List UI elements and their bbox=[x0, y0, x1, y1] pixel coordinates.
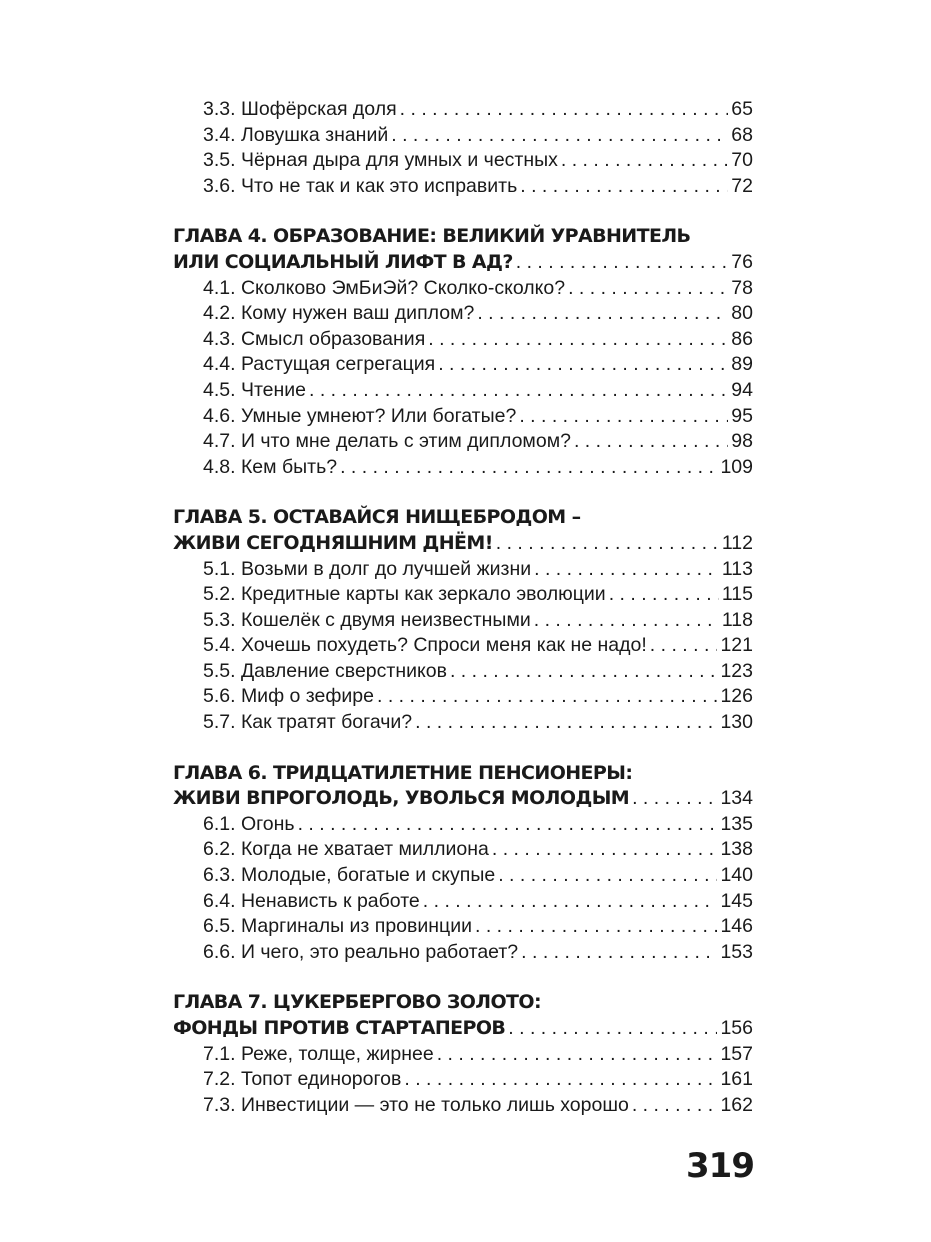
toc-entry-page: 156 bbox=[720, 1017, 753, 1039]
toc-entry-page: 146 bbox=[720, 915, 753, 938]
toc-entry bbox=[173, 914, 753, 940]
dot-leader bbox=[437, 1042, 718, 1068]
dot-leader bbox=[516, 250, 729, 276]
toc-entry-title: 4.6. Умные умнеют? Или богатые? bbox=[203, 404, 517, 427]
toc-entry bbox=[173, 582, 753, 608]
toc-entry-page: 72 bbox=[731, 174, 753, 197]
toc-entry bbox=[173, 123, 753, 149]
dot-leader bbox=[498, 863, 717, 889]
toc-entry-title: 7.3. Инвестиции — это не только лишь хорошо bbox=[203, 1093, 629, 1116]
toc-entry bbox=[173, 1093, 753, 1119]
toc-entry-title: 3.4. Ловушка знаний bbox=[203, 123, 389, 146]
chapter-heading-row bbox=[173, 1016, 753, 1042]
toc-entry-page: 95 bbox=[731, 404, 753, 427]
chapter-heading: ГЛАВА 6. ТРИДЦАТИЛЕТНИЕ ПЕНСИОНЕРЫ: bbox=[173, 761, 633, 784]
dot-leader bbox=[508, 1016, 717, 1042]
dot-leader bbox=[534, 557, 719, 583]
toc-entry-page: 98 bbox=[731, 430, 753, 453]
toc-entry-title: 4.8. Кем быть? bbox=[203, 455, 338, 478]
dot-leader bbox=[428, 327, 728, 353]
toc-entry-page: 138 bbox=[720, 838, 753, 861]
toc-entry-page: 135 bbox=[720, 812, 753, 835]
toc-entry-page: 134 bbox=[720, 787, 753, 810]
dot-leader bbox=[377, 684, 717, 710]
toc-entry-page: 162 bbox=[720, 1093, 753, 1116]
dot-leader bbox=[477, 301, 728, 327]
dot-leader bbox=[492, 837, 718, 863]
toc-entry-page: 115 bbox=[721, 583, 753, 606]
toc-entry-title: 4.5. Чтение bbox=[203, 378, 307, 401]
dot-leader bbox=[423, 889, 718, 915]
toc-entry-title: 6.2. Когда не хватает миллиона bbox=[203, 838, 489, 861]
toc-entry-title: 5.1. Возьми в долг до лучшей жизни bbox=[203, 557, 532, 580]
toc-entry-page: 78 bbox=[731, 276, 753, 299]
dot-leader bbox=[534, 608, 719, 634]
dot-leader bbox=[521, 940, 717, 966]
toc-entry bbox=[173, 684, 753, 710]
toc-entry-page: 112 bbox=[721, 531, 753, 554]
toc-entry-title: 5.6. Миф о зефире bbox=[203, 685, 374, 708]
dot-leader bbox=[568, 276, 728, 302]
toc-section bbox=[173, 505, 753, 735]
toc-entry-title: 5.5. Давление сверстников bbox=[203, 659, 447, 682]
dot-leader bbox=[415, 710, 717, 736]
toc-entry bbox=[173, 889, 753, 915]
toc-entry-title: 4.1. Сколково ЭмБиЭй? Сколко-сколко? bbox=[203, 276, 566, 299]
toc-entry-title: 7.1. Реже, толще, жирнее bbox=[203, 1042, 434, 1065]
dot-leader bbox=[561, 148, 728, 174]
toc-entry bbox=[173, 633, 753, 659]
toc-entry-page: 109 bbox=[720, 455, 753, 478]
toc-entry-title: 5.3. Кошелёк с двумя неизвестными bbox=[203, 608, 531, 631]
toc-section bbox=[173, 990, 753, 1118]
toc-entry-title: 6.5. Маргиналы из провинции bbox=[203, 915, 473, 938]
toc-entry-title: ИЛИ СОЦИАЛЬНЫЙ ЛИФТ В АД? bbox=[173, 250, 513, 273]
toc-entry-title: ЖИВИ ВПРОГОЛОДЬ, УВОЛЬСЯ МОЛОДЫМ bbox=[173, 787, 630, 810]
toc-entry-page: 123 bbox=[720, 659, 753, 682]
toc-entry-page: 89 bbox=[731, 353, 753, 376]
toc-entry bbox=[173, 1042, 753, 1068]
dot-leader bbox=[400, 97, 729, 123]
toc-entry bbox=[173, 1067, 753, 1093]
toc-entry-title: 4.4. Растущая сегрегация bbox=[203, 353, 436, 376]
toc-entry bbox=[173, 174, 753, 200]
toc-section bbox=[173, 224, 753, 480]
toc-entry-page: 68 bbox=[731, 123, 753, 146]
toc-entry-page: 153 bbox=[720, 940, 753, 963]
dot-leader bbox=[632, 786, 717, 812]
toc-entry bbox=[173, 940, 753, 966]
toc-entry-page: 70 bbox=[731, 149, 753, 172]
toc-entry-page: 80 bbox=[731, 302, 753, 325]
toc-entry bbox=[173, 659, 753, 685]
section-gap bbox=[173, 480, 753, 505]
dot-leader bbox=[298, 812, 718, 838]
page-number: 319 bbox=[686, 1146, 754, 1186]
toc-entry bbox=[173, 148, 753, 174]
toc-entry-page: 130 bbox=[720, 711, 753, 734]
dot-leader bbox=[520, 174, 728, 200]
toc-entry bbox=[173, 97, 753, 123]
toc-entry-page: 145 bbox=[720, 889, 753, 912]
toc-entry bbox=[173, 837, 753, 863]
toc-entry-title: 3.5. Чёрная дыра для умных и честных bbox=[203, 149, 558, 172]
toc-entry-page: 161 bbox=[720, 1068, 753, 1091]
toc-entry-page: 126 bbox=[720, 685, 753, 708]
toc-entry-title: 3.6. Что не так и как это исправить bbox=[203, 174, 518, 197]
toc-entry-title: 5.2. Кредитные карты как зеркало эволюции bbox=[203, 583, 606, 606]
dot-leader bbox=[632, 1093, 718, 1119]
toc-entry-page: 65 bbox=[731, 98, 753, 120]
toc-entry-title: 4.7. И что мне делать с этим дипломом? bbox=[203, 430, 571, 453]
chapter-heading-row bbox=[173, 250, 753, 276]
toc-entry bbox=[173, 301, 753, 327]
toc-entry-title: 6.1. Огонь bbox=[203, 812, 295, 835]
toc-entry bbox=[173, 608, 753, 634]
toc-entry bbox=[173, 378, 753, 404]
toc-entry-title: 6.6. И чего, это реально работает? bbox=[203, 940, 519, 963]
section-gap bbox=[173, 199, 753, 224]
chapter-heading-row bbox=[173, 786, 753, 812]
dot-leader bbox=[340, 455, 717, 481]
toc-section bbox=[173, 761, 753, 966]
toc-entry-title: 4.2. Кому нужен ваш диплом? bbox=[203, 302, 475, 325]
toc-entry bbox=[173, 557, 753, 583]
toc-entry bbox=[173, 276, 753, 302]
toc-entry-title: 7.2. Топот единорогов bbox=[203, 1068, 402, 1091]
chapter-heading: ГЛАВА 5. ОСТАВАЙСЯ НИЩЕБРОДОМ – bbox=[173, 506, 581, 529]
section-gap bbox=[173, 736, 753, 761]
dot-leader bbox=[496, 531, 719, 557]
toc-entry-page: 94 bbox=[731, 378, 753, 401]
toc-entry-page: 140 bbox=[720, 864, 753, 887]
toc-entry bbox=[173, 863, 753, 889]
toc-entry-page: 121 bbox=[720, 634, 753, 657]
toc-entry-page: 118 bbox=[721, 608, 753, 631]
toc-entry-title: 6.3. Молодые, богатые и скупые bbox=[203, 864, 496, 887]
chapter-heading-row bbox=[173, 531, 753, 557]
dot-leader bbox=[475, 914, 717, 940]
chapter-heading: ГЛАВА 7. ЦУКЕРБЕРГОВО ЗОЛОТО: bbox=[173, 991, 541, 1014]
section-gap bbox=[173, 965, 753, 990]
toc-entry bbox=[173, 710, 753, 736]
toc-section bbox=[173, 97, 753, 199]
table-of-contents bbox=[173, 97, 753, 1118]
toc-entry bbox=[173, 455, 753, 481]
toc-entry-page: 86 bbox=[731, 327, 753, 350]
toc-entry-title: 6.4. Ненависть к работе bbox=[203, 889, 420, 912]
dot-leader bbox=[609, 582, 719, 608]
dot-leader bbox=[309, 378, 728, 404]
dot-leader bbox=[391, 123, 728, 149]
toc-entry-page: 76 bbox=[731, 250, 753, 273]
toc-entry-title: 5.7. Как тратят богачи? bbox=[203, 711, 413, 734]
dot-leader bbox=[650, 633, 718, 659]
dot-leader bbox=[404, 1067, 717, 1093]
chapter-heading: ГЛАВА 4. ОБРАЗОВАНИЕ: ВЕЛИКИЙ УРАВНИТЕЛЬ bbox=[173, 225, 691, 248]
toc-entry bbox=[173, 327, 753, 353]
toc-entry-title: 5.4. Хочешь похудеть? Спроси меня как не надо! bbox=[203, 634, 647, 657]
toc-entry bbox=[173, 812, 753, 838]
dot-leader bbox=[519, 404, 728, 430]
toc-entry-title: ФОНДЫ ПРОТИВ СТАРТАПЕРОВ bbox=[173, 1017, 506, 1039]
toc-entry bbox=[173, 352, 753, 378]
dot-leader bbox=[438, 352, 728, 378]
dot-leader bbox=[574, 429, 728, 455]
toc-entry-title: 4.3. Смысл образования bbox=[203, 327, 426, 350]
toc-entry-page: 157 bbox=[720, 1042, 753, 1065]
toc-entry-title: 3.3. Шофёрская доля bbox=[203, 98, 397, 120]
toc-entry bbox=[173, 429, 753, 455]
toc-entry-page: 113 bbox=[721, 557, 753, 580]
toc-entry bbox=[173, 404, 753, 430]
dot-leader bbox=[450, 659, 718, 685]
toc-entry-title: ЖИВИ СЕГОДНЯШНИМ ДНЁМ! bbox=[173, 531, 493, 554]
